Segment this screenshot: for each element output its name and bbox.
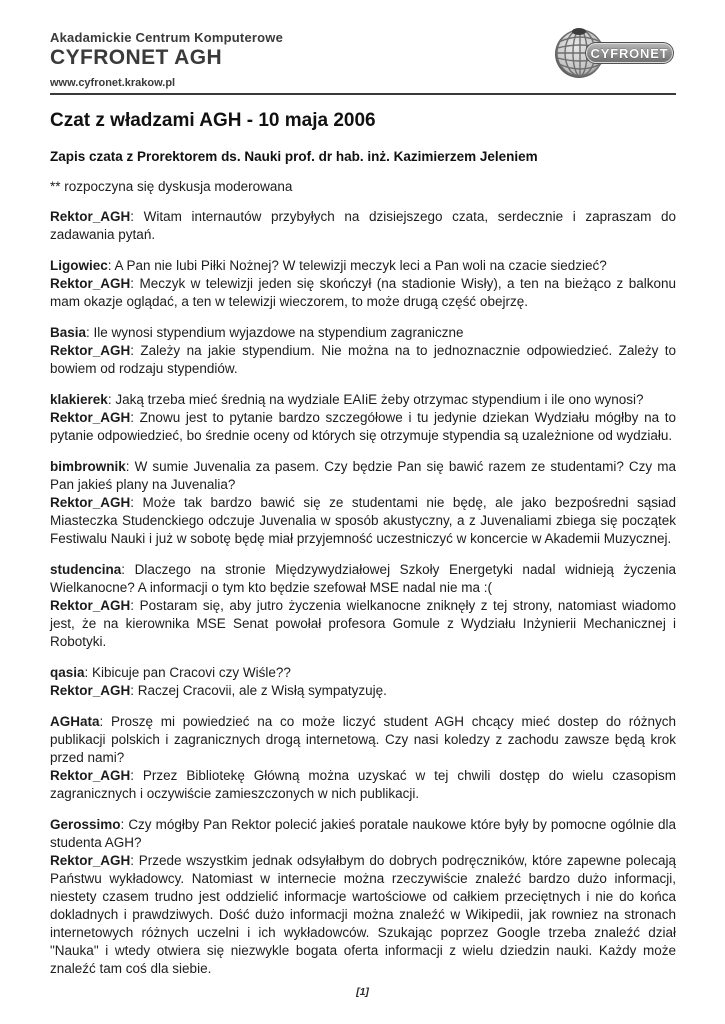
chat-message [50, 391, 676, 409]
org-name: CYFRONET AGH [50, 46, 223, 69]
message-text: : Witam internautów przybyłych na dzisiejszego czata, serdecznie i zapraszam do zadawania pytań. [50, 209, 676, 243]
chat-message [50, 342, 676, 378]
speaker-name: studencina [50, 562, 122, 578]
message-text: : Meczyk w telewizji jeden się skończył (na stadionie Wisły), a ten na bieżąco z balkonu mam okazje oglądać, a ten w telewizji wieczorem, to może drugą część obejrzę. [50, 276, 676, 310]
speaker-name: Rektor_AGH [50, 768, 131, 784]
org-line: Akadamickie Centrum Komputerowe [50, 30, 284, 45]
document-subtitle: Zapis czata z Prorektorem ds. Nauki prof. dr hab. inż. Kazimierzem Jeleniem [50, 149, 538, 165]
chat-message [50, 257, 676, 275]
chat-message [50, 816, 676, 852]
speaker-name: AGHata [50, 714, 100, 730]
speaker-name: Ligowiec [50, 258, 108, 274]
page-header [50, 28, 676, 95]
speaker-name: Basia [50, 325, 87, 341]
message-text: : Przede wszystkim jednak odsyłałbym do dobrych podręczników, które zapewne polecają Państwu wykładowcy. Natomiast w internecie można rzeczywiście znaleźć bardzo dużo informacji, niestety czasem trudno jest oddzielić informacje wartościowe od całkiem przeciętnych i nie do końca dokladnych i prawdziwych. Dość dużo informacji można znaleźć w Wikipedii, jak rowniez na stronach internetowych różnych uczelni i ich wykładowców. Szukając poprzez Google trzeba znaleźć dział "Nauka" i wtedy otwiera się niezwykle bogata oferta informacji z wielu dziedzin nauki. Każdy może znaleźć tam coś dla siebie. [50, 853, 676, 977]
message-text: : A Pan nie lubi Piłki Nożnej? W telewizji meczyk leci a Pan woli na czacie siedzieć? [107, 258, 607, 274]
speaker-name: Rektor_AGH [50, 343, 131, 359]
speaker-name: Rektor_AGH [50, 598, 131, 614]
speaker-name: Rektor_AGH [50, 410, 131, 426]
speaker-name: qasia [50, 665, 85, 681]
message-text: : Czy mógłby Pan Rektor polecić jakieś poratale naukowe które były by pomocne ogólnie dla studenta AGH? [50, 817, 676, 851]
message-text: : Ile wynosi stypendium wyjazdowe na stypendium zagraniczne [86, 325, 464, 341]
speaker-name: Rektor_AGH [50, 853, 131, 869]
chat-message [50, 208, 676, 244]
chat-block [50, 324, 676, 378]
chat-block [50, 257, 676, 311]
message-text: : Przez Bibliotekę Główną można uzyskać w tej chwili dostęp do wielu czasopism zagranicznych i oczywiście zamieszczonych w nich publikacji. [50, 768, 676, 802]
chat-message [50, 561, 676, 597]
chat-message [50, 682, 676, 700]
speaker-name: Rektor_AGH [50, 209, 131, 225]
website-url: www.cyfronet.krakow.pl [50, 77, 176, 90]
speaker-name: klakierek [50, 392, 108, 408]
chat-message [50, 275, 676, 311]
cyfronet-logo-icon [552, 26, 676, 80]
message-text: : Proszę mi powiedzieć na co może liczyć student AGH chcący mieć dostep do różnych publikacji polskich i zagranicznych drogą internetową. Czy nasi koledzy z zachodu zawsze będą krok przed nami? [50, 714, 676, 766]
chat-message [50, 409, 676, 445]
chat-message [50, 324, 676, 342]
header-text-block [50, 28, 283, 89]
page-number: [1] [356, 986, 369, 998]
message-text: : Postaram się, aby jutro życzenia wielkanocne zniknęły z tej strony, natomiast wiadomo jest, że na kierownika MSE Senat powołał profesora Gomule z Wydziału Inżynierii Mechanicznej i Robotyki. [50, 598, 676, 650]
chat-transcript [50, 208, 676, 978]
chat-message [50, 852, 676, 978]
logo-badge [585, 42, 674, 64]
page-title: Czat z władzami AGH - 10 maja 2006 [50, 110, 376, 132]
message-text: : Dlaczego na stronie Międzywydziałowej Szkoły Energetyki nadal widnieją życzenia Wielkanocne? A informacji o tym kto będzie szefował MSE nadal nie ma :( [50, 562, 676, 596]
speaker-name: Rektor_AGH [50, 276, 131, 292]
message-text: : Znowu jest to pytanie bardzo szczegółowe i tu jedynie dziekan Wydziału mógłby na to pytanie odpowiedzieć, bo średnie oceny od których się otrzymuje stypendia są uzależnione od wydziału. [50, 410, 676, 444]
chat-message [50, 494, 676, 548]
chat-message [50, 458, 676, 494]
chat-message [50, 767, 676, 803]
chat-block [50, 458, 676, 548]
chat-block [50, 816, 676, 978]
chat-block [50, 561, 676, 651]
speaker-name: Gerossimo [50, 817, 121, 833]
chat-message [50, 713, 676, 767]
message-text: : W sumie Juvenalia za pasem. Czy będzie Pan się bawić razem ze studentami? Czy ma Pan jakieś plany na Juvenalia? [50, 459, 676, 493]
chat-block [50, 208, 676, 244]
message-text: : Kibicuje pan Cracovi czy Wiśle?? [84, 665, 291, 681]
message-text: : Jaką trzeba mieć średnią na wydziale EAIiE żeby otrzymac stypendium i ile ono wynosi? [107, 392, 644, 408]
message-text: : Może tak bardzo bawić się ze studentami nie będę, ale jako bezpośredni sąsiad Miasteczka Studenckiego odczuje Juvenalia w sposób akustyczny, a z Juvenaliami zbiega się początek Festiwalu Nauki i już w sobotę będę miał przyjemność uczestniczyć w koncercie w Akademii Muzycznej. [50, 495, 676, 547]
speaker-name: bimbrownik [50, 459, 126, 475]
chat-block [50, 664, 676, 700]
logo-text: CYFRONET [590, 46, 669, 61]
message-text: : Zależy na jakie stypendium. Nie można na to jednoznacznie odpowiedzieć. Zależy to bowiem od rodzaju stypendiów. [50, 343, 676, 377]
speaker-name: Rektor_AGH [50, 495, 131, 511]
chat-block [50, 391, 676, 445]
moderation-note: ** rozpoczyna się dyskusja moderowana [50, 179, 293, 195]
chat-block [50, 713, 676, 803]
message-text: : Raczej Cracovii, ale z Wisłą sympatyzuję. [130, 683, 387, 699]
chat-message [50, 597, 676, 651]
chat-message [50, 664, 676, 682]
speaker-name: Rektor_AGH [50, 683, 131, 699]
